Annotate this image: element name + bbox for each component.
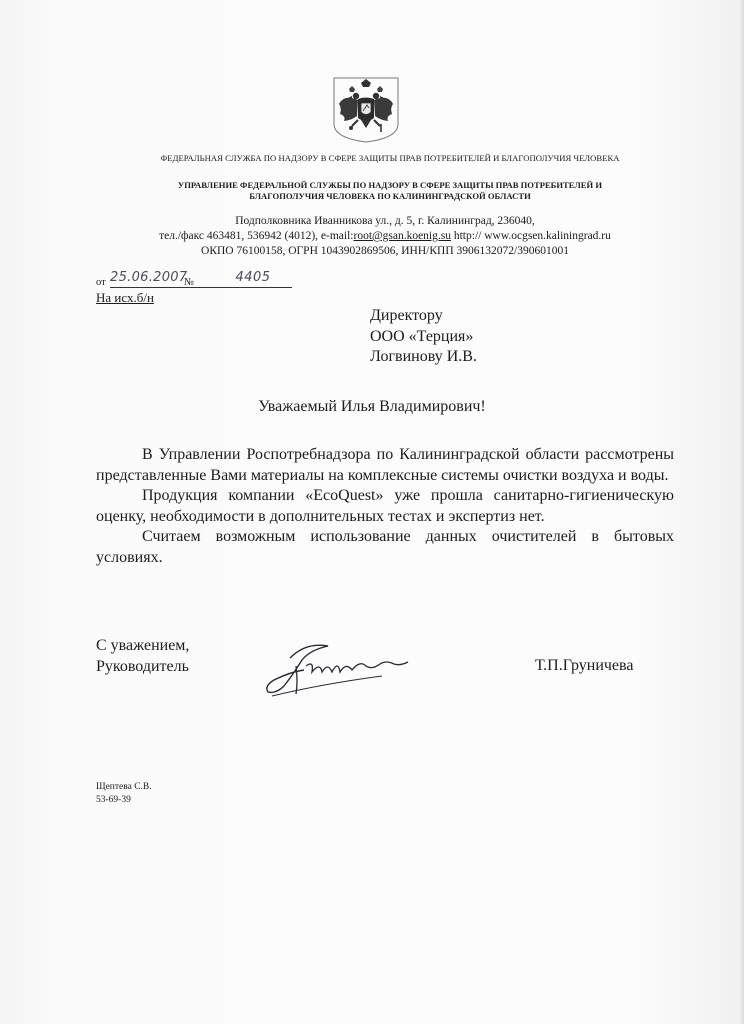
agency-name: ФЕДЕРАЛЬНАЯ СЛУЖБА ПО НАДЗОРУ В СФЕРЕ ЗАЩИТЫ ПРАВ ПОТРЕБИТЕЛЕЙ И БЛАГОПОЛУЧИЯ ЧЕЛОВЕКА — [160, 153, 620, 163]
executor-block — [96, 781, 246, 807]
executor-name: Щептева С.В. — [96, 782, 152, 792]
addressee-block — [370, 306, 620, 368]
date-prefix: от — [96, 277, 106, 288]
department-name — [120, 180, 660, 202]
salutation: Уважаемый Илья Владимирович! — [258, 398, 486, 415]
signatory-name: Т.П.Груничева — [535, 657, 634, 674]
paper-edge-shadow — [738, 0, 744, 1024]
reference-underline — [110, 287, 292, 288]
reference-number: 4405 — [235, 270, 271, 285]
website-text: http:// www.ocgsen.kaliningrad.ru — [450, 230, 611, 242]
number-label: № — [184, 277, 195, 288]
codes-line: ОКПО 76100158, ОГРН 1043902869506, ИНН/КПП 3906132072/390601001 — [201, 245, 569, 257]
addressee-position: Директору — [370, 307, 443, 324]
closing-title: Руководитель — [96, 657, 189, 675]
reference-date: 25.06.2007 — [110, 270, 188, 285]
contact-block — [100, 214, 670, 259]
contacts-line — [100, 229, 670, 244]
russian-coat-of-arms-icon — [330, 74, 402, 144]
department-line-1: УПРАВЛЕНИЕ ФЕДЕРАЛЬНОЙ СЛУЖБЫ ПО НАДЗОРУ В СФЕРЕ ЗАЩИТЫ ПРАВ ПОТРЕБИТЕЛЕЙ И — [177, 180, 603, 190]
body-paragraph-1: В Управлении Роспотребнадзора по Калининградской области рассмотрены представленные Вами материалы на комплексные системы очистки воздуха и воды. — [96, 446, 674, 484]
body-paragraph-2: Продукция компании «EcoQuest» уже прошла санитарно-гигиеническую оценку, необходимости в дополнительных тестах и экспертиз нет. — [96, 487, 674, 525]
signature-icon — [262, 636, 412, 702]
email-link[interactable]: root@gsan.koenig.su — [353, 230, 451, 242]
contacts-prefix: тел./факс 463481, 536942 (4012), e-mail: — [159, 230, 354, 242]
addressee-company: ООО «Терция» — [370, 327, 474, 345]
reply-reference: На исх.б/н — [96, 290, 154, 305]
closing-regards: С уважением, — [96, 637, 190, 654]
department-line-2: БЛАГОПОЛУЧИЯ ЧЕЛОВЕКА ПО КАЛИНИНГРАДСКОЙ ОБЛАСТИ — [249, 191, 531, 201]
addressee-name: Логвинову И.В. — [370, 348, 477, 365]
executor-phone: 53-69-39 — [96, 795, 131, 805]
body-paragraph-3: Считаем возможным использование данных очистителей в бытовых условиях. — [96, 528, 674, 566]
address-line: Подполковника Иванникова ул., д. 5, г. Калининград, 236040, — [235, 215, 535, 227]
letter-body — [96, 445, 674, 568]
